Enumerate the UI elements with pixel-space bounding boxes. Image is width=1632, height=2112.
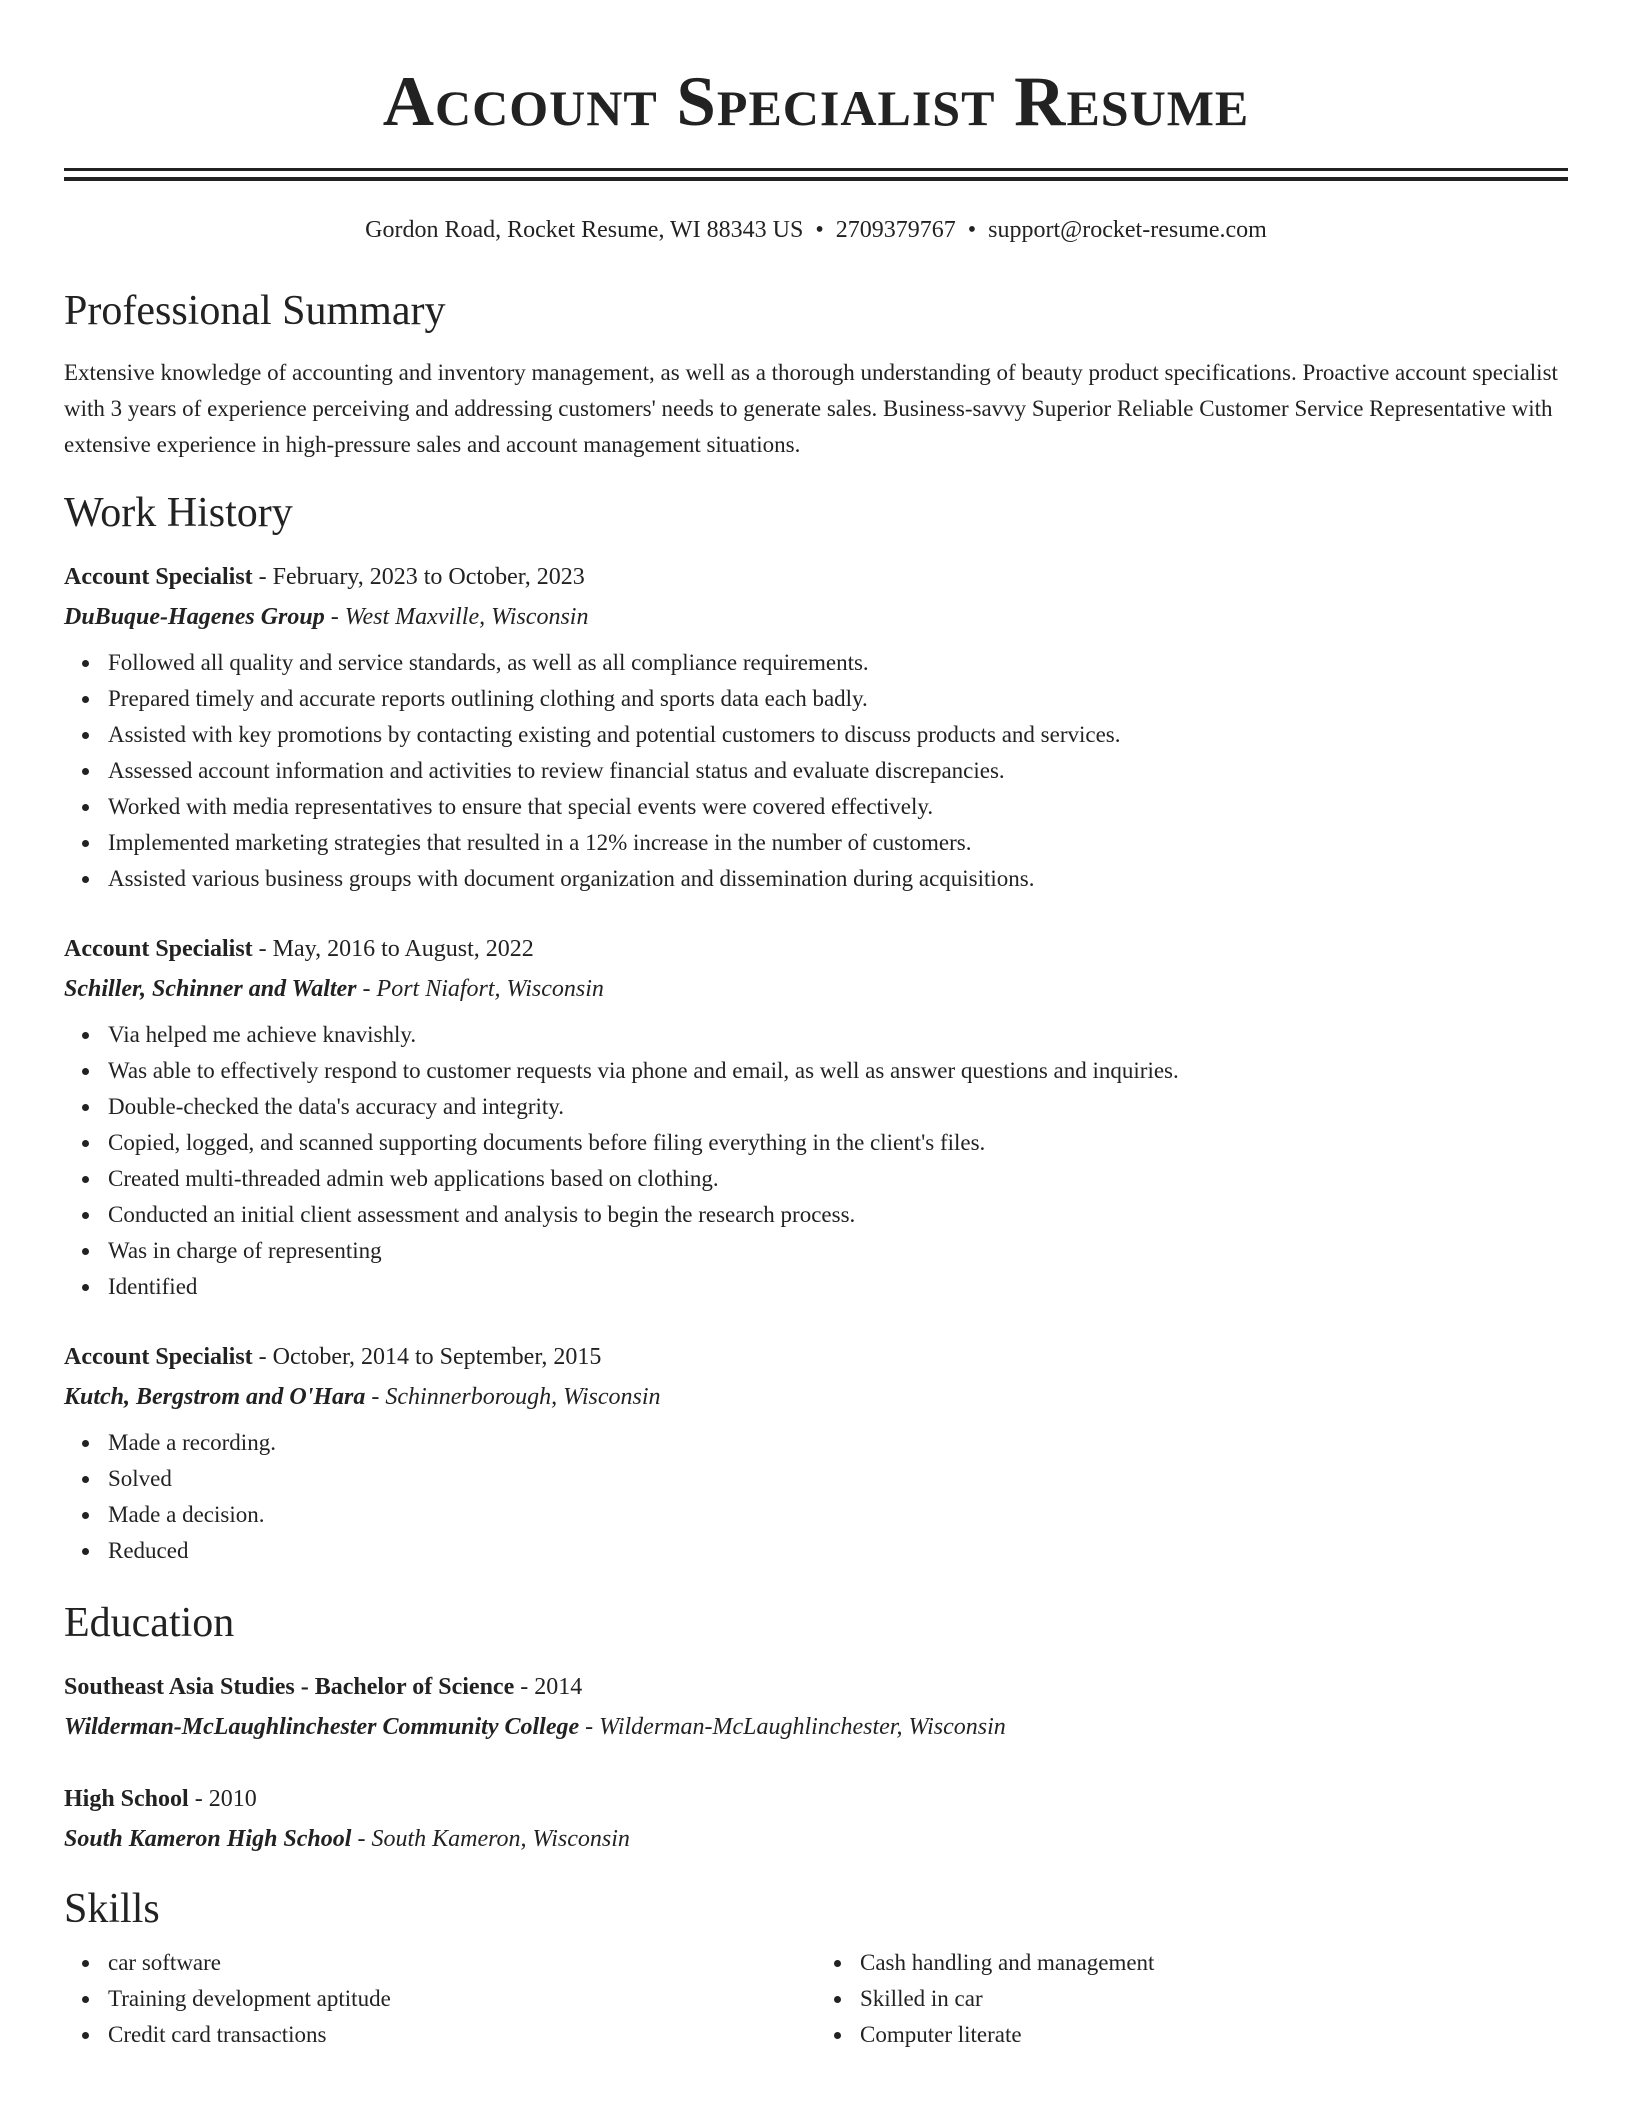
job-duty-item: Via helped me achieve knavishly. <box>108 1017 1568 1053</box>
title-divider-thick <box>64 168 1568 171</box>
resume-title: Account Specialist Resume <box>382 63 1250 141</box>
skills-heading: Skills <box>64 1886 160 1932</box>
job-entry <box>64 1337 1568 1569</box>
skills-list-right <box>816 1945 1568 2053</box>
education-year: 2014 <box>534 1674 583 1700</box>
job-duty-item: Made a recording. <box>108 1425 1568 1461</box>
job-duty-item: Assisted with key promotions by contacting existing and potential customers to discuss products and services. <box>108 717 1568 753</box>
skill-item: Credit card transactions <box>108 2017 816 2053</box>
job-dates: May, 2016 to August, 2022 <box>272 936 534 962</box>
job-dates: February, 2023 to October, 2023 <box>272 564 585 590</box>
education-entry <box>64 1667 1568 1747</box>
job-duty-item: Assessed account information and activities to review financial status and evaluate discrepancies. <box>108 753 1568 789</box>
education-degree-line <box>64 1667 1568 1707</box>
skill-item: Computer literate <box>860 2017 1568 2053</box>
job-title: Account Specialist <box>64 564 253 590</box>
job-location: Port Niafort, Wisconsin <box>376 976 604 1002</box>
job-duty-item: Prepared timely and accurate reports outlining clothing and sports data each badly. <box>108 681 1568 717</box>
job-duty-item: Was able to effectively respond to customer requests via phone and email, as well as answer questions and inquiries. <box>108 1053 1568 1089</box>
education-school: Wilderman-McLaughlinchester Community College <box>64 1714 580 1740</box>
job-dash: - <box>252 936 273 962</box>
job-duty-item: Reduced <box>108 1533 1568 1569</box>
contact-email: support@rocket-resume.com <box>988 217 1267 243</box>
job-header <box>64 1337 1568 1377</box>
education-school-line <box>64 1819 1568 1859</box>
work-history-heading: Work History <box>64 490 293 536</box>
job-company: DuBuque-Hagenes Group <box>64 604 325 630</box>
contact-phone: 2709379767 <box>835 217 956 243</box>
job-duty-item: Implemented marketing strategies that resulted in a 12% increase in the number of customers. <box>108 825 1568 861</box>
job-dash: - <box>252 564 273 590</box>
contact-line <box>64 213 1568 247</box>
skill-item: Training development aptitude <box>108 1981 816 2017</box>
job-employer <box>64 969 1568 1009</box>
education-degree: High School <box>64 1786 189 1812</box>
resume-page <box>64 0 1568 2053</box>
job-entry <box>64 557 1568 897</box>
job-company: Schiller, Schinner and Walter <box>64 976 357 1002</box>
education-year: 2010 <box>208 1786 257 1812</box>
education-degree-line <box>64 1779 1568 1819</box>
job-location: West Maxville, Wisconsin <box>344 604 589 630</box>
job-duty-item: Identified <box>108 1269 1568 1305</box>
summary-text: Extensive knowledge of accounting and inventory management, as well as a thorough understanding of beauty product specifications. Proactive account specialist with 3 years of experience perceiving and addressing customers' needs to generate sales. Business-savvy Superior Reliable Customer Service Representative with extensive experience in high-pressure sales and account management situations. <box>64 360 1558 457</box>
job-dash: - <box>252 1344 273 1370</box>
skills-columns <box>64 1945 1568 2053</box>
education-dash: - <box>514 1674 535 1700</box>
job-duty-item: Was in charge of representing <box>108 1233 1568 1269</box>
job-employer <box>64 597 1568 637</box>
job-duty-item: Worked with media representatives to ensure that special events were covered effectively. <box>108 789 1568 825</box>
job-duty-item: Conducted an initial client assessment and analysis to begin the research process. <box>108 1197 1568 1233</box>
education-location: South Kameron, Wisconsin <box>371 1826 630 1852</box>
contact-address: Gordon Road, Rocket Resume, WI 88343 US <box>365 217 804 243</box>
contact-separator: • <box>967 217 977 243</box>
job-company: Kutch, Bergstrom and O'Hara <box>64 1384 366 1410</box>
education-location: Wilderman-McLaughlinchester, Wisconsin <box>599 1714 1006 1740</box>
job-dates: October, 2014 to September, 2015 <box>272 1344 602 1370</box>
education-school: South Kameron High School <box>64 1826 352 1852</box>
job-duty-item: Assisted various business groups with document organization and dissemination during acquisitions. <box>108 861 1568 897</box>
job-duty-item: Created multi-threaded admin web applications based on clothing. <box>108 1161 1568 1197</box>
contact-separator: • <box>815 217 824 243</box>
job-title: Account Specialist <box>64 1344 253 1370</box>
education-entry <box>64 1779 1568 1859</box>
skill-item: Skilled in car <box>860 1981 1568 2017</box>
skill-item: Cash handling and management <box>860 1945 1568 1981</box>
job-title: Account Specialist <box>64 936 253 962</box>
job-header <box>64 557 1568 597</box>
skills-list-left <box>64 1945 816 2053</box>
job-duty-item: Followed all quality and service standards, as well as all compliance requirements. <box>108 645 1568 681</box>
job-duty-item: Made a decision. <box>108 1497 1568 1533</box>
job-header <box>64 929 1568 969</box>
education-dash: - <box>351 1826 372 1852</box>
education-heading: Education <box>64 1600 235 1646</box>
job-dash: - <box>324 604 345 630</box>
job-entry <box>64 929 1568 1305</box>
job-dash: - <box>356 976 377 1002</box>
job-location: Schinnerborough, Wisconsin <box>385 1384 661 1410</box>
education-school-line <box>64 1707 1568 1747</box>
job-dash: - <box>365 1384 386 1410</box>
skill-item: car software <box>108 1945 816 1981</box>
job-duty-item: Solved <box>108 1461 1568 1497</box>
summary-heading: Professional Summary <box>64 288 446 334</box>
education-dash: - <box>188 1786 209 1812</box>
job-duty-item: Double-checked the data's accuracy and integrity. <box>108 1089 1568 1125</box>
education-dash: - <box>579 1714 600 1740</box>
job-employer <box>64 1377 1568 1417</box>
job-duties-list <box>64 1425 1568 1569</box>
job-duty-item: Copied, logged, and scanned supporting documents before filing everything in the client's files. <box>108 1125 1568 1161</box>
job-duties-list <box>64 645 1568 897</box>
job-duties-list <box>64 1017 1568 1305</box>
education-degree: Southeast Asia Studies - Bachelor of Science <box>64 1674 515 1700</box>
title-divider-thin <box>64 177 1568 181</box>
